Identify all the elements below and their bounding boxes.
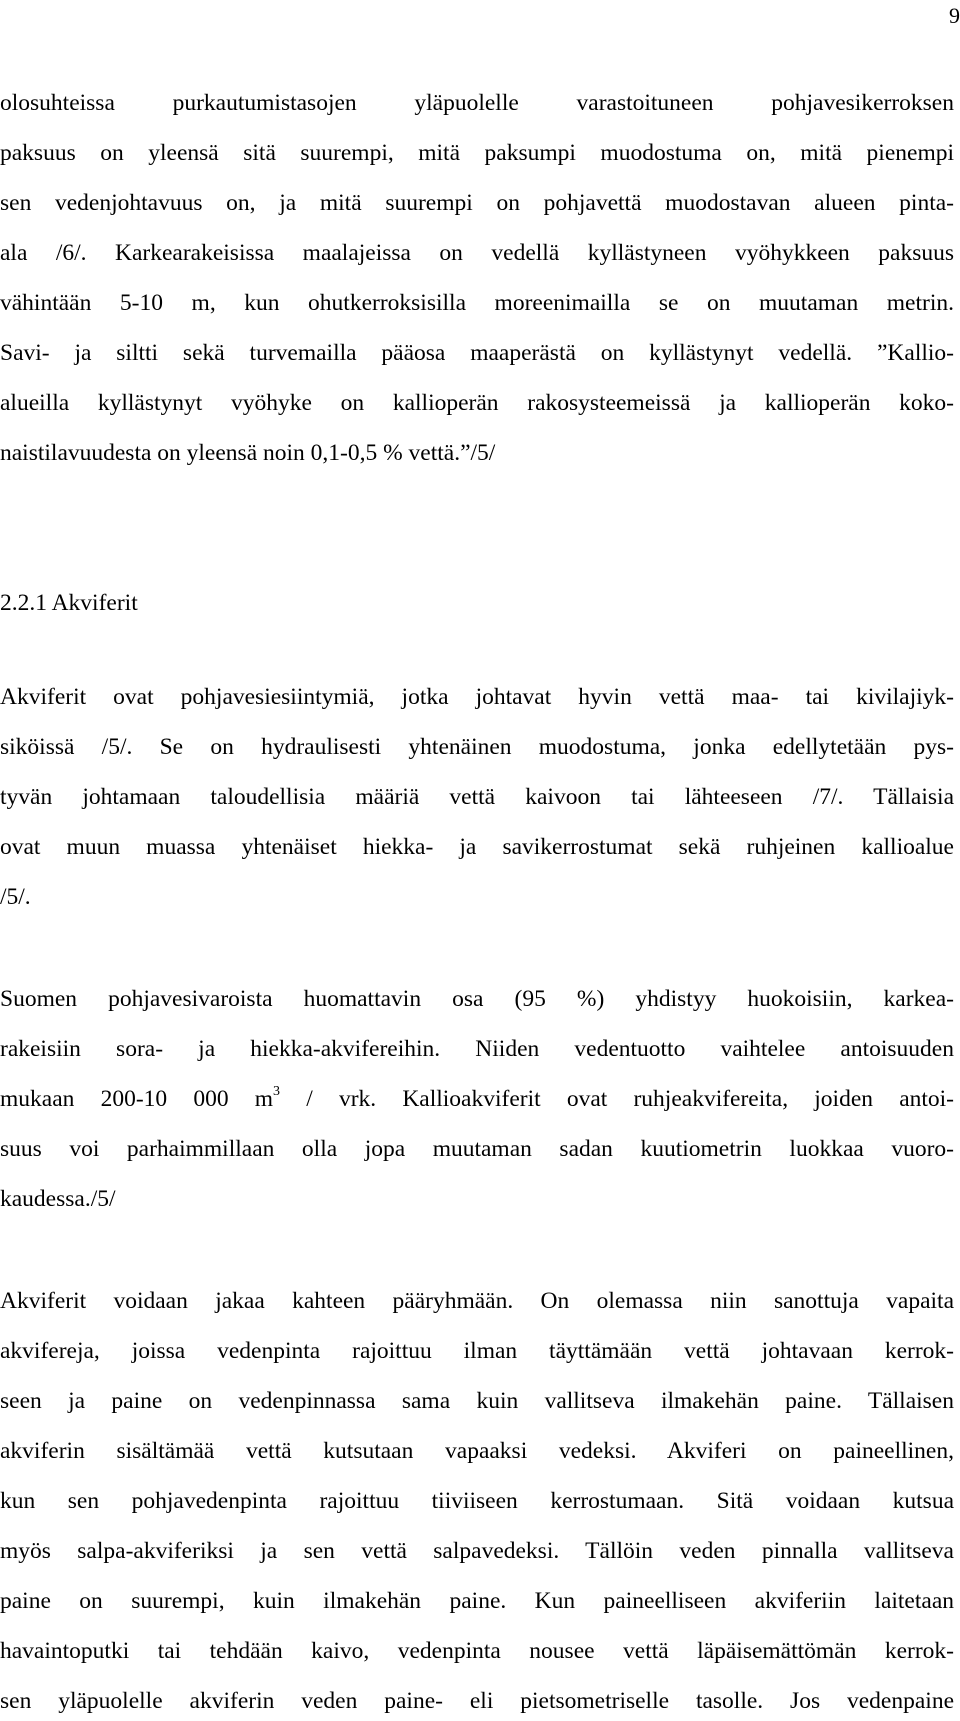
text-line: havaintoputki tai tehdään kaivo, vedenpinta nousee vettä läpäisemättömän kerrok-	[0, 1638, 954, 1664]
text-line: ala /6/. Karkearakeisissa maalajeissa on vedellä kyllästyneen vyöhykkeen paksuus	[0, 240, 954, 266]
text-line: rakeisiin sora- ja hiekka-akvifereihin. Niiden vedentuotto vaihtelee antoisuuden	[0, 1036, 954, 1062]
page-number: 9	[949, 3, 960, 28]
text-line: olosuhteissa purkautumistasojen yläpuolelle varastoituneen pohjavesikerroksen	[0, 90, 954, 116]
text-segment: / vrk. Kallioakviferit ovat ruhjeakvifereita, joiden antoi-	[306, 1086, 955, 1112]
text-line: Suomen pohjavesivaroista huomattavin osa (95 %) yhdistyy huokoisiin, karkea-	[0, 986, 954, 1012]
text-line: sen vedenjohtavuus on, ja mitä suurempi on pohjavettä muodostavan alueen pinta-	[0, 190, 954, 216]
text-line: akviferin sisältämää vettä kutsutaan vapaaksi vedeksi. Akviferi on paineellinen,	[0, 1438, 954, 1464]
text-line: paksuus on yleensä sitä suurempi, mitä paksumpi muodostuma on, mitä pienempi	[0, 140, 954, 166]
text-line: ovat muun muassa yhtenäiset hiekka- ja savikerrostumat sekä ruhjeinen kallioalue	[0, 834, 954, 860]
section-heading: 2.2.1 Akviferit	[0, 590, 138, 616]
text-line: paine on suurempi, kuin ilmakehän paine. Kun paineelliseen akviferiin laitetaan	[0, 1588, 954, 1614]
text-line: seen ja paine on vedenpinnassa sama kuin vallitseva ilmakehän paine. Tällaisen	[0, 1388, 954, 1414]
text-line: suus voi parhaimmillaan olla jopa muutaman sadan kuutiometrin luokkaa vuoro-	[0, 1136, 954, 1162]
text-line: tyvän johtamaan taloudellisia määriä vettä kaivoon tai lähteeseen /7/. Tällaisia	[0, 784, 954, 810]
text-line: Akviferit voidaan jakaa kahteen pääryhmään. On olemassa niin sanottuja vapaita	[0, 1288, 954, 1314]
text-line: naistilavuudesta on yleensä noin 0,1-0,5 % vettä.”/5/	[0, 440, 496, 466]
text-line: kaudessa./5/	[0, 1186, 116, 1212]
text-line: siköissä /5/. Se on hydraulisesti yhtenäinen muodostuma, jonka edellytetään pys-	[0, 734, 954, 760]
superscript: 3	[273, 1084, 281, 1100]
text-line: Savi- ja siltti sekä turvemailla pääosa maaperästä on kyllästynyt vedellä. ”Kallio-	[0, 340, 954, 366]
text-line: myös salpa-akviferiksi ja sen vettä salpavedeksi. Tällöin veden pinnalla vallitseva	[0, 1538, 954, 1564]
text-segment: mukaan 200-10 000 m	[0, 1086, 274, 1112]
text-line: Akviferit ovat pohjavesiesiintymiä, jotka johtavat hyvin vettä maa- tai kivilajiyk-	[0, 684, 954, 710]
text-line: /5/.	[0, 884, 31, 910]
text-line: kun sen pohjavedenpinta rajoittuu tiiviiseen kerrostumaan. Sitä voidaan kutsua	[0, 1488, 954, 1514]
text-line: akvifereja, joissa vedenpinta rajoittuu ilman täyttämään vettä johtavaan kerrok-	[0, 1338, 954, 1364]
text-line: sen yläpuolelle akviferin veden paine- eli pietsometriselle tasolle. Jos vedenpaine	[0, 1688, 954, 1714]
text-line: alueilla kyllästynyt vyöhyke on kallioperän rakosysteemeissä ja kallioperän koko-	[0, 390, 954, 416]
text-line: vähintään 5-10 m, kun ohutkerroksisilla moreenimailla se on muutaman metrin.	[0, 290, 954, 316]
text-line-with-superscript	[0, 1084, 954, 1114]
